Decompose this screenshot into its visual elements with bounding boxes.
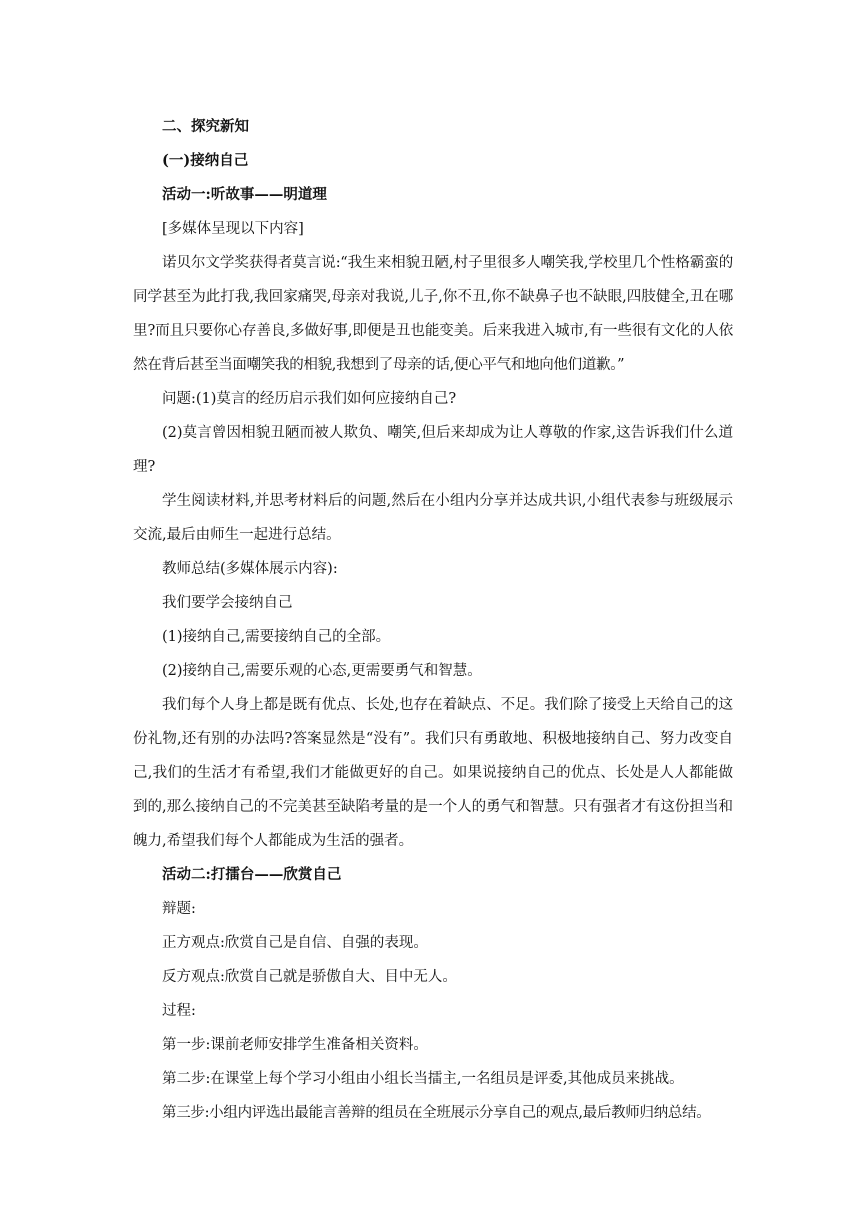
- student-activity-paragraph: 学生阅读材料,并思考材料后的问题,然后在小组内分享并达成共识,小组代表参与班级展示交流,最后由师生一起进行总结。: [133, 493, 733, 543]
- summary-paragraph: 我们每个人身上都是既有优点、长处,也存在着缺点、不足。我们除了接受上天给自己的这份礼物,还有别的办法吗?答案显然是“没有”。我们只有勇敢地、积极地接纳自己、努力改变自己,我们的生活才有希望,我们才能做更好的自己。如果说接纳自己的优点、长处是人人都能做到的,那么接纳自己的不完美甚至缺陷考量的是一个人的勇气和智慧。只有强者才有这份担当和魄力,希望我们每个人都能成为生活的强者。: [133, 697, 733, 849]
- activity-one-heading: 活动一:听故事——明道理: [162, 186, 327, 203]
- affirmative-view: 正方观点:欣赏自己是自信、自强的表现。: [162, 935, 428, 951]
- summary-point-one: (1)接纳自己,需要接纳自己的全部。: [162, 629, 391, 645]
- media-note: [多媒体呈现以下内容]: [162, 221, 304, 237]
- activity-two-heading: 活动二:打擂台——欣赏自己: [162, 866, 342, 883]
- step-one: 第一步:课前老师安排学生准备相关资料。: [162, 1037, 428, 1053]
- step-three: 第三步:小组内评选出最能言善辩的组员在全班展示分享自己的观点,最后教师归纳总结。: [162, 1105, 711, 1121]
- question-one: 问题:(1)莫言的经历启示我们如何应接纳自己?: [162, 391, 457, 407]
- negative-view: 反方观点:欣赏自己就是骄傲自大、目中无人。: [162, 969, 457, 985]
- question-two: (2)莫言曾因相貌丑陋而被人欺负、嘲笑,但后来却成为让人尊敬的作家,这告诉我们什么道理?: [133, 425, 733, 475]
- summary-point-two: (2)接纳自己,需要乐观的心态,更需要勇气和智慧。: [162, 663, 482, 679]
- document-body: [133, 110, 733, 1130]
- subsection-heading: (一)接纳自己: [162, 152, 249, 169]
- step-two: 第二步:在课堂上每个学习小组由小组长当擂主,一名组员是评委,其他成员来挑战。: [162, 1071, 684, 1087]
- summary-title: 我们要学会接纳自己: [162, 595, 293, 611]
- story-paragraph: 诺贝尔文学奖获得者莫言说:“我生来相貌丑陋,村子里很多人嘲笑我,学校里几个性格霸蛮的同学甚至为此打我,我回家痛哭,母亲对我说,儿子,你不丑,你不缺鼻子也不缺眼,四肢健全,丑在哪里?而且只要你心存善良,多做好事,即便是丑也能变美。后来我进入城市,有一些很有文化的人依然在背后甚至当面嘲笑我的相貌,我想到了母亲的话,便心平气和地向他们道歉。”: [133, 255, 733, 373]
- teacher-summary-label: 教师总结(多媒体展示内容):: [162, 561, 338, 577]
- process-label: 过程:: [162, 1003, 196, 1019]
- debate-topic-label: 辩题:: [162, 901, 196, 917]
- section-heading: 二、探究新知: [162, 118, 249, 135]
